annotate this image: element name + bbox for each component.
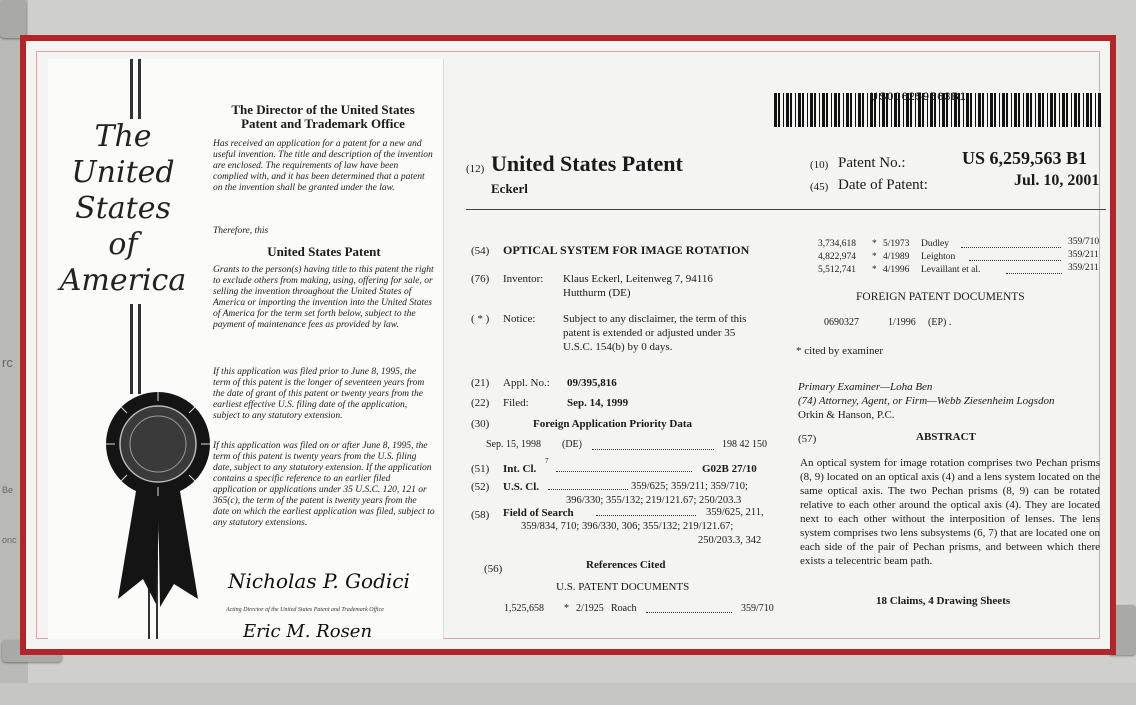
inventor-label: Inventor: [503, 273, 544, 285]
barcode-bar [1002, 93, 1005, 127]
us-cl-value-2: 396/330; 355/132; 219/121.67; 250/203.3 [566, 495, 742, 506]
barcode-bar [1035, 93, 1036, 127]
barcode-bar [1071, 93, 1072, 127]
barcode-bar [982, 93, 984, 127]
barcode-bar [855, 93, 856, 127]
barcode-bar [999, 93, 1000, 127]
appl-no-label: Appl. No.: [503, 377, 550, 389]
primary-examiner: Primary Examiner—Loha Ben [798, 381, 933, 393]
ribbon-icon [118, 479, 160, 604]
emblem-line: The [94, 119, 152, 154]
ref-star: * [564, 603, 569, 614]
code-56: (56) [484, 563, 503, 575]
barcode-bar [1014, 93, 1017, 127]
filed-value: Sep. 14, 1999 [567, 397, 629, 409]
barcode-bar [1083, 93, 1084, 127]
code-76: (76) [471, 273, 490, 285]
appl-no-value: 09/395,816 [567, 377, 617, 389]
barcode-bar [850, 93, 852, 127]
received-paragraph: Has received an application for a patent for a new and useful invention. The title and description of the invention are enclosed. The requirements of law have been complied with, and it has been determined that a patent on the invention shall be granted under the law. [213, 139, 433, 193]
signature-director: Nicholas P. Godici [228, 569, 410, 593]
ribbon-line [138, 59, 141, 119]
edge-text-3: onc [2, 535, 17, 545]
barcode-bar [834, 93, 837, 127]
ref-number: 4,822,974 [818, 252, 856, 262]
ref-number: 1,525,658 [504, 603, 544, 614]
ref-date: 4/1996 [883, 265, 910, 275]
barcode-bar [843, 93, 844, 127]
barcode-bar [814, 93, 816, 127]
inventor-value: Klaus Eckerl, Leitenweg 7, 94116 [563, 273, 713, 285]
ref-star: * [872, 265, 877, 275]
abstract-text: An optical system for image rotation comprises two Pechan prisms (8, 9) located on an optical axis (4) and a lens system located on the same optical axis. The two Pechan prisms (8, 9) can be rotated relative to each other around the optical axis (4). They are located next to each other without the interposition of lenses. The lens system comprises two lens subsystems (6, 7) that are located one on each side of the pair of Pechan prisms, and between which there exists a telecentric beam path. [800, 457, 1100, 567]
barcode-bar [831, 93, 832, 127]
barcode-bar [846, 93, 849, 127]
int-cl-value: G02B 27/10 [702, 463, 757, 475]
inventor-value-2: Hutthurm (DE) [563, 287, 631, 299]
dot-leader [592, 439, 714, 450]
dot-leader [548, 479, 628, 490]
wall-bottom [0, 683, 1136, 705]
frame-clip-top-left [0, 0, 26, 38]
filed-label: Filed: [503, 397, 529, 409]
emblem-line: of [108, 227, 138, 262]
us-cl-value: 359/625; 359/211; 359/710; [631, 481, 748, 492]
claims-summary: 18 Claims, 4 Drawing Sheets [876, 595, 1011, 607]
abstract-heading: ABSTRACT [916, 431, 976, 443]
barcode-bar [807, 93, 808, 127]
barcode-bar [819, 93, 820, 127]
patent-plaque [20, 35, 1116, 655]
grants-paragraph: Grants to the person(s) having title to this patent the right to exclude others from making, using, offering for sale, or selling the invention throughout the United States of America or importing the invention into the United States of America for the term set forth below, subject to the payment of maintenance fees as provided by law. [213, 265, 434, 330]
barcode-bar [1050, 93, 1053, 127]
signature-second: Eric M. Rosen [243, 621, 373, 642]
signature-caption: Acting Director of the United States Patent and Trademark Office [226, 607, 384, 613]
emblem-line: America [59, 263, 187, 298]
barcode-bar [1006, 93, 1008, 127]
us-cl-label: U.S. Cl. [503, 481, 540, 493]
barcode-number: US006259563B1 [870, 91, 967, 103]
foreign-date: Sep. 15, 1998 [486, 439, 541, 450]
edge-text-1: rc [2, 355, 13, 370]
barcode-bar [783, 93, 784, 127]
dot-leader [646, 603, 732, 613]
barcode-bar [1054, 93, 1056, 127]
prior-paragraph: If this application was filed prior to June 8, 1995, the term of this patent is the longer of seventeen years from the date of grant of this patent or twenty years from the earliest effective U.S. filing date of the application, subject to any statutory extension. [213, 367, 425, 421]
foreign-country: (DE) [562, 439, 582, 450]
patent-no-label: Patent No.: [838, 155, 906, 171]
ref-star: * [872, 239, 877, 249]
barcode-bar [858, 93, 861, 127]
patent-title: United States Patent [491, 151, 683, 176]
ref-name: Dudley [921, 239, 949, 249]
ref-date: 5/1973 [883, 239, 910, 249]
barcode-bar [975, 93, 976, 127]
ribbon-line [130, 304, 133, 394]
references-heading: References Cited [586, 559, 666, 571]
foreign-doc-number: 0690327 [824, 317, 859, 328]
notice-line: patent is extended or adjusted under 35 [563, 327, 736, 339]
cited-note: * cited by examiner [796, 345, 884, 357]
certificate-subtitle: United States Patent [267, 244, 381, 259]
date-of-patent-label: Date of Patent: [838, 177, 928, 193]
emblem-line: States [75, 191, 171, 226]
attorney-line: (74) Attorney, Agent, or Firm—Webb Ziesenheim Logsdon [798, 395, 1055, 407]
barcode-bar [1074, 93, 1077, 127]
ribbon-line [138, 304, 141, 394]
divider-rule [466, 209, 1106, 210]
ref-name: Levaillant et al. [921, 265, 981, 275]
barcode-bar [1047, 93, 1048, 127]
barcode-bar [867, 93, 868, 127]
certificate-panel [48, 59, 444, 642]
barcode-bar [838, 93, 840, 127]
emblem-line: United [71, 155, 175, 190]
ref-date: 2/1925 [576, 603, 604, 614]
dot-leader [961, 238, 1061, 248]
ref-class: 359/211 [1068, 250, 1099, 260]
therefore-text: Therefore, this [213, 226, 269, 236]
ref-class: 359/710 [1068, 237, 1100, 247]
barcode-bar [1018, 93, 1020, 127]
field-of-search-value: 359/625, 211, [706, 507, 764, 518]
field-of-search-value-2: 359/834, 710; 396/330, 306; 355/132; 219/121.67; [521, 521, 734, 532]
code-45: (45) [810, 181, 829, 193]
barcode-bar [1066, 93, 1068, 127]
barcode-bar [798, 93, 801, 127]
barcode-bar [970, 93, 972, 127]
barcode-bar [1059, 93, 1060, 127]
notice-line: U.S.C. 154(b) by 0 days. [563, 341, 673, 353]
attorney-line-2: Orkin & Hanson, P.C. [798, 409, 895, 421]
code-22: (22) [471, 397, 490, 409]
after-paragraph: If this application was filed on or after June 8, 1995, the term of this patent is twenty years from the U.S. filing date, subject to any statutory extension. If the application contains a specific reference to an earlier filed application or applications under 35 U.S.C. 120, 121 or 365(c), the term of the patent is twenty years from the date on which the earliest application was filed, subject to any statutory extensions. [213, 441, 435, 528]
barcode-bar [1011, 93, 1012, 127]
ribbon-line [130, 59, 133, 119]
barcode-bar [778, 93, 780, 127]
date-of-patent-value: Jul. 10, 2001 [1014, 172, 1100, 189]
ref-star: * [872, 252, 877, 262]
foreign-docs-heading: FOREIGN PATENT DOCUMENTS [856, 291, 1025, 303]
int-cl-sup: 7 [545, 457, 549, 465]
ref-class: 359/211 [1068, 263, 1099, 273]
ref-date: 4/1989 [883, 252, 910, 262]
barcode-bar [1062, 93, 1065, 127]
dot-leader [1006, 264, 1062, 274]
barcode-bar [1090, 93, 1092, 127]
barcode-bar [774, 93, 777, 127]
barcode-bar [822, 93, 825, 127]
barcode-bar [810, 93, 813, 127]
dot-leader [969, 251, 1061, 261]
emblem-text [58, 119, 188, 299]
field-of-search-label: Field of Search [503, 507, 574, 519]
ref-number: 5,512,741 [818, 265, 856, 275]
ref-class: 359/710 [741, 603, 774, 614]
barcode-bar [795, 93, 796, 127]
us-docs-heading: U.S. PATENT DOCUMENTS [556, 581, 690, 593]
code-star: ( * ) [471, 313, 490, 325]
code-21: (21) [471, 377, 490, 389]
barcode-bar [1042, 93, 1044, 127]
barcode-bar [1023, 93, 1024, 127]
code-58: (58) [471, 509, 490, 521]
barcode-bar [1078, 93, 1080, 127]
code-57: (57) [798, 433, 817, 445]
patent-no-value: US 6,259,563 B1 [962, 148, 1088, 168]
ref-name: Roach [611, 603, 637, 614]
invention-title: OPTICAL SYSTEM FOR IMAGE ROTATION [503, 243, 750, 257]
ref-name: Leighton [921, 252, 956, 262]
barcode-bar [1095, 93, 1096, 127]
notice-label: Notice: [503, 313, 536, 325]
ref-number: 3,734,618 [818, 239, 856, 249]
foreign-priority-heading: Foreign Application Priority Data [533, 418, 692, 430]
heading-line: Patent and Trademark Office [241, 116, 405, 131]
heading-line: The Director of the United States [231, 102, 415, 117]
notice-line: Subject to any disclaimer, the term of this [563, 313, 747, 325]
int-cl-label: Int. Cl. [503, 463, 537, 475]
dot-leader [556, 461, 692, 472]
code-54: (54) [471, 245, 490, 257]
barcode-bar [1030, 93, 1032, 127]
certificate-heading [213, 103, 433, 131]
barcode-bar [994, 93, 996, 127]
edge-text-2: Be [2, 485, 14, 495]
barcode-bar [1026, 93, 1029, 127]
code-12: (12) [466, 163, 485, 175]
foreign-number: 198 42 150 [722, 439, 767, 450]
dot-leader [596, 505, 696, 516]
code-52: (52) [471, 481, 490, 493]
field-of-search-value-3: 250/203.3, 342 [698, 535, 762, 546]
barcode-bar [790, 93, 792, 127]
barcode-bar [786, 93, 789, 127]
barcode-bar [987, 93, 988, 127]
code-10: (10) [810, 159, 829, 171]
foreign-doc-office: (EP) . [928, 317, 952, 328]
barcode-bar [1086, 93, 1089, 127]
code-30: (30) [471, 418, 490, 430]
inventor-surname: Eckerl [491, 181, 528, 196]
barcode-bar [1038, 93, 1041, 127]
barcode-bar [990, 93, 993, 127]
barcode-bar [802, 93, 804, 127]
seal-icon [98, 389, 218, 609]
barcode-bar [826, 93, 828, 127]
code-51: (51) [471, 463, 490, 475]
barcode-bar [1098, 93, 1101, 127]
barcode-bar [978, 93, 981, 127]
barcode-bar [862, 93, 864, 127]
foreign-doc-date: 1/1996 [888, 317, 916, 328]
